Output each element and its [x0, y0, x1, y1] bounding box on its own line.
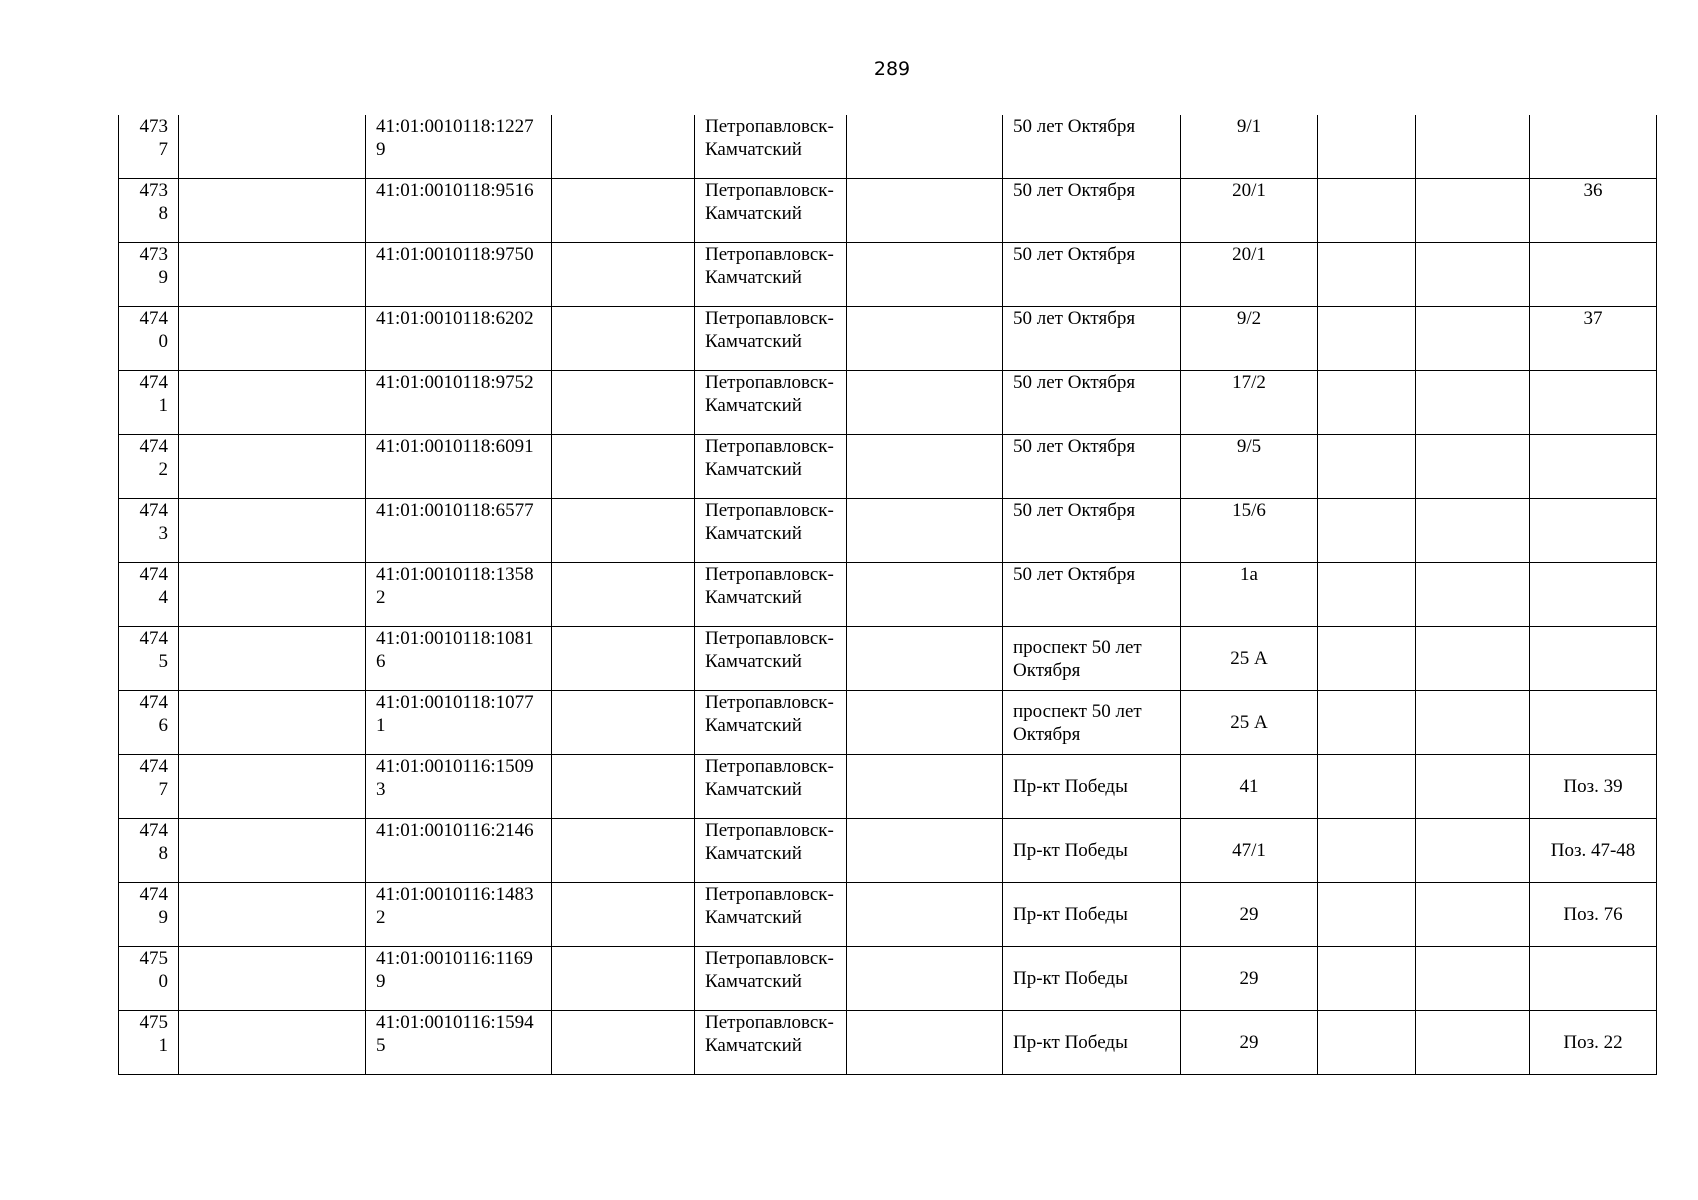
- empty-cell: [1416, 947, 1530, 1011]
- street-cell: [1003, 435, 1181, 499]
- position-label: Поз. 47-48: [1550, 840, 1636, 861]
- house-cell: [1181, 691, 1318, 755]
- house-number: 15/6: [1232, 500, 1266, 521]
- house-number: 29: [1239, 1032, 1259, 1053]
- city-name: Петропавловск-Камчатский: [705, 820, 834, 864]
- row-number: 4742: [139, 436, 168, 480]
- city-cell: [695, 115, 847, 179]
- city-name: Петропавловск-Камчатский: [705, 372, 834, 416]
- empty-cell: [552, 435, 695, 499]
- row-number: 4749: [139, 884, 168, 928]
- street-cell: [1003, 627, 1181, 691]
- city-cell: [695, 499, 847, 563]
- empty-cell: [847, 627, 1003, 691]
- empty-cell: [1318, 307, 1416, 371]
- empty-cell: [1318, 115, 1416, 179]
- city-name: Петропавловск-Камчатский: [705, 884, 834, 928]
- city-cell: [695, 819, 847, 883]
- street-name: Пр-кт Победы: [1013, 904, 1128, 925]
- street-cell: [1003, 115, 1181, 179]
- house-cell: [1181, 307, 1318, 371]
- house-cell: [1181, 755, 1318, 819]
- empty-cell: [552, 307, 695, 371]
- empty-cell: [1416, 755, 1530, 819]
- position-cell: [1530, 179, 1657, 243]
- cadastral-number: 41:01:0010118:10771: [376, 692, 534, 736]
- row-number-cell: [119, 883, 179, 947]
- empty-cell: [1318, 243, 1416, 307]
- table-row: [119, 371, 1657, 435]
- empty-cell: [552, 371, 695, 435]
- street-name: 50 лет Октября: [1013, 372, 1136, 393]
- row-number-cell: [119, 1011, 179, 1075]
- street-cell: [1003, 883, 1181, 947]
- empty-cell: [1318, 499, 1416, 563]
- cadastral-cell: [366, 883, 552, 947]
- position-cell: [1530, 435, 1657, 499]
- empty-cell: [552, 179, 695, 243]
- empty-cell: [1318, 179, 1416, 243]
- row-number: 4745: [139, 628, 168, 672]
- row-number-cell: [119, 179, 179, 243]
- house-number: 9/2: [1236, 308, 1262, 329]
- registry-table: [118, 115, 1657, 1075]
- table-row: [119, 819, 1657, 883]
- table-row: [119, 115, 1657, 179]
- street-name: 50 лет Октября: [1013, 308, 1136, 329]
- cadastral-number: 41:01:0010118:9516: [376, 180, 534, 201]
- position-label: Поз. 39: [1563, 776, 1623, 797]
- empty-cell: [847, 243, 1003, 307]
- city-cell: [695, 1011, 847, 1075]
- city-name: Петропавловск-Камчатский: [705, 180, 834, 224]
- row-number-cell: [119, 371, 179, 435]
- street-cell: [1003, 179, 1181, 243]
- row-number: 4741: [139, 372, 168, 416]
- street-cell: [1003, 371, 1181, 435]
- position-cell: [1530, 883, 1657, 947]
- empty-cell: [1416, 499, 1530, 563]
- row-number-cell: [119, 243, 179, 307]
- table-row: [119, 307, 1657, 371]
- cadastral-cell: [366, 1011, 552, 1075]
- house-cell: [1181, 1011, 1318, 1075]
- city-name: Петропавловск-Камчатский: [705, 692, 834, 736]
- empty-cell: [847, 435, 1003, 499]
- house-cell: [1181, 563, 1318, 627]
- house-number: 9/5: [1236, 436, 1262, 457]
- table-row: [119, 627, 1657, 691]
- cadastral-number: 41:01:0010116:15093: [376, 756, 534, 800]
- position-cell: [1530, 947, 1657, 1011]
- cadastral-number: 41:01:0010118:6202: [376, 308, 534, 329]
- city-cell: [695, 243, 847, 307]
- street-name: 50 лет Октября: [1013, 244, 1136, 265]
- empty-cell: [179, 179, 366, 243]
- position-cell: [1530, 563, 1657, 627]
- street-name: 50 лет Октября: [1013, 180, 1136, 201]
- street-cell: [1003, 755, 1181, 819]
- cadastral-cell: [366, 435, 552, 499]
- empty-cell: [1318, 627, 1416, 691]
- empty-cell: [1416, 115, 1530, 179]
- street-cell: [1003, 691, 1181, 755]
- empty-cell: [1318, 819, 1416, 883]
- cadastral-cell: [366, 371, 552, 435]
- cadastral-number: 41:01:0010116:2146: [376, 820, 534, 841]
- empty-cell: [552, 115, 695, 179]
- house-cell: [1181, 179, 1318, 243]
- cadastral-number: 41:01:0010118:13582: [376, 564, 534, 608]
- row-number-cell: [119, 755, 179, 819]
- empty-cell: [179, 627, 366, 691]
- house-cell: [1181, 371, 1318, 435]
- empty-cell: [1416, 627, 1530, 691]
- empty-cell: [847, 883, 1003, 947]
- city-name: Петропавловск-Камчатский: [705, 756, 834, 800]
- house-number: 29: [1239, 904, 1259, 925]
- cadastral-cell: [366, 755, 552, 819]
- empty-cell: [847, 1011, 1003, 1075]
- cadastral-number: 41:01:0010116:15945: [376, 1012, 534, 1056]
- street-cell: [1003, 563, 1181, 627]
- house-number: 20/1: [1232, 180, 1266, 201]
- empty-cell: [179, 563, 366, 627]
- city-name: Петропавловск-Камчатский: [705, 308, 834, 352]
- empty-cell: [1416, 819, 1530, 883]
- empty-cell: [179, 691, 366, 755]
- empty-cell: [847, 179, 1003, 243]
- empty-cell: [179, 755, 366, 819]
- street-name: Пр-кт Победы: [1013, 968, 1128, 989]
- empty-cell: [1416, 435, 1530, 499]
- city-cell: [695, 691, 847, 755]
- row-number: 4743: [139, 500, 168, 544]
- cadastral-cell: [366, 627, 552, 691]
- cadastral-cell: [366, 179, 552, 243]
- house-cell: [1181, 243, 1318, 307]
- position-cell: [1530, 819, 1657, 883]
- empty-cell: [847, 115, 1003, 179]
- city-cell: [695, 435, 847, 499]
- empty-cell: [179, 307, 366, 371]
- empty-cell: [179, 883, 366, 947]
- city-cell: [695, 883, 847, 947]
- table-row: [119, 947, 1657, 1011]
- row-number-cell: [119, 627, 179, 691]
- city-cell: [695, 755, 847, 819]
- house-number: 47/1: [1232, 840, 1266, 861]
- registry-rows: [119, 115, 1657, 1075]
- empty-cell: [552, 563, 695, 627]
- row-number-cell: [119, 435, 179, 499]
- house-number: 1а: [1240, 564, 1258, 585]
- cadastral-cell: [366, 947, 552, 1011]
- city-cell: [695, 563, 847, 627]
- empty-cell: [1318, 947, 1416, 1011]
- empty-cell: [847, 755, 1003, 819]
- position-label: 36: [1583, 180, 1603, 201]
- cadastral-number: 41:01:0010116:11699: [376, 948, 533, 992]
- street-cell: [1003, 499, 1181, 563]
- city-cell: [695, 627, 847, 691]
- empty-cell: [847, 691, 1003, 755]
- street-name: Пр-кт Победы: [1013, 1032, 1128, 1053]
- table-row: [119, 691, 1657, 755]
- city-cell: [695, 371, 847, 435]
- empty-cell: [847, 563, 1003, 627]
- street-name: 50 лет Октября: [1013, 564, 1136, 585]
- empty-cell: [552, 883, 695, 947]
- empty-cell: [847, 499, 1003, 563]
- street-cell: [1003, 307, 1181, 371]
- city-cell: [695, 179, 847, 243]
- cadastral-number: 41:01:0010118:9750: [376, 244, 534, 265]
- row-number-cell: [119, 499, 179, 563]
- empty-cell: [1416, 1011, 1530, 1075]
- empty-cell: [552, 819, 695, 883]
- row-number: 4744: [139, 564, 168, 608]
- cadastral-number: 41:01:0010116:14832: [376, 884, 534, 928]
- empty-cell: [1318, 691, 1416, 755]
- city-name: Петропавловск-Камчатский: [705, 244, 834, 288]
- city-name: Петропавловск-Камчатский: [705, 1012, 834, 1056]
- empty-cell: [1416, 179, 1530, 243]
- position-label: 37: [1583, 308, 1603, 329]
- row-number-cell: [119, 819, 179, 883]
- empty-cell: [552, 1011, 695, 1075]
- position-label: Поз. 76: [1563, 904, 1623, 925]
- house-cell: [1181, 627, 1318, 691]
- cadastral-number: 41:01:0010118:12279: [376, 116, 534, 160]
- house-number: 17/2: [1232, 372, 1266, 393]
- empty-cell: [847, 371, 1003, 435]
- table-row: [119, 243, 1657, 307]
- table-row: [119, 179, 1657, 243]
- empty-cell: [1416, 307, 1530, 371]
- empty-cell: [179, 1011, 366, 1075]
- empty-cell: [847, 947, 1003, 1011]
- row-number: 4746: [139, 692, 168, 736]
- row-number: 4738: [139, 180, 168, 224]
- street-name: проспект 50 лет Октября: [1013, 700, 1142, 745]
- position-cell: [1530, 1011, 1657, 1075]
- house-number: 25 А: [1230, 712, 1268, 733]
- empty-cell: [552, 691, 695, 755]
- page-number: 289: [873, 58, 911, 80]
- house-number: 9/1: [1236, 116, 1262, 137]
- row-number-cell: [119, 691, 179, 755]
- street-cell: [1003, 819, 1181, 883]
- city-name: Петропавловск-Камчатский: [705, 628, 834, 672]
- empty-cell: [552, 755, 695, 819]
- empty-cell: [1416, 563, 1530, 627]
- cadastral-cell: [366, 243, 552, 307]
- city-cell: [695, 307, 847, 371]
- row-number: 4747: [139, 756, 168, 800]
- empty-cell: [1318, 371, 1416, 435]
- empty-cell: [1416, 883, 1530, 947]
- street-name: 50 лет Октября: [1013, 436, 1136, 457]
- cadastral-number: 41:01:0010118:9752: [376, 372, 534, 393]
- street-cell: [1003, 1011, 1181, 1075]
- row-number-cell: [119, 307, 179, 371]
- row-number: 4737: [139, 116, 168, 160]
- empty-cell: [552, 947, 695, 1011]
- house-number: 20/1: [1232, 244, 1266, 265]
- cadastral-number: 41:01:0010118:10816: [376, 628, 534, 672]
- cadastral-cell: [366, 819, 552, 883]
- cadastral-cell: [366, 563, 552, 627]
- empty-cell: [847, 307, 1003, 371]
- row-number-cell: [119, 947, 179, 1011]
- row-number-cell: [119, 115, 179, 179]
- street-name: 50 лет Октября: [1013, 116, 1136, 137]
- position-cell: [1530, 755, 1657, 819]
- street-name: проспект 50 лет Октября: [1013, 636, 1142, 681]
- row-number: 4739: [139, 244, 168, 288]
- city-name: Петропавловск-Камчатский: [705, 500, 834, 544]
- street-cell: [1003, 947, 1181, 1011]
- position-cell: [1530, 627, 1657, 691]
- cadastral-number: 41:01:0010118:6577: [376, 500, 534, 521]
- row-number: 4740: [139, 308, 168, 352]
- table-row: [119, 563, 1657, 627]
- city-name: Петропавловск-Камчатский: [705, 948, 834, 992]
- empty-cell: [1318, 435, 1416, 499]
- house-cell: [1181, 947, 1318, 1011]
- street-name: Пр-кт Победы: [1013, 776, 1128, 797]
- city-cell: [695, 947, 847, 1011]
- empty-cell: [1318, 883, 1416, 947]
- empty-cell: [179, 243, 366, 307]
- house-number: 29: [1239, 968, 1259, 989]
- empty-cell: [1416, 243, 1530, 307]
- empty-cell: [552, 243, 695, 307]
- empty-cell: [179, 947, 366, 1011]
- empty-cell: [1318, 755, 1416, 819]
- position-cell: [1530, 307, 1657, 371]
- table-row: [119, 1011, 1657, 1075]
- city-name: Петропавловск-Камчатский: [705, 436, 834, 480]
- house-number: 25 А: [1230, 648, 1268, 669]
- house-cell: [1181, 435, 1318, 499]
- house-cell: [1181, 115, 1318, 179]
- position-cell: [1530, 499, 1657, 563]
- position-cell: [1530, 371, 1657, 435]
- empty-cell: [847, 819, 1003, 883]
- table-row: [119, 883, 1657, 947]
- empty-cell: [552, 627, 695, 691]
- table-row: [119, 435, 1657, 499]
- cadastral-cell: [366, 691, 552, 755]
- city-name: Петропавловск-Камчатский: [705, 116, 834, 160]
- empty-cell: [1318, 563, 1416, 627]
- empty-cell: [179, 819, 366, 883]
- position-cell: [1530, 115, 1657, 179]
- empty-cell: [1416, 691, 1530, 755]
- position-label: Поз. 22: [1563, 1032, 1623, 1053]
- position-cell: [1530, 243, 1657, 307]
- street-name: 50 лет Октября: [1013, 500, 1136, 521]
- house-cell: [1181, 883, 1318, 947]
- empty-cell: [552, 499, 695, 563]
- row-number-cell: [119, 563, 179, 627]
- cadastral-cell: [366, 499, 552, 563]
- empty-cell: [1318, 1011, 1416, 1075]
- table-row: [119, 499, 1657, 563]
- row-number: 4750: [139, 948, 168, 992]
- empty-cell: [179, 115, 366, 179]
- house-number: 41: [1239, 776, 1259, 797]
- city-name: Петропавловск-Камчатский: [705, 564, 834, 608]
- empty-cell: [179, 499, 366, 563]
- position-cell: [1530, 691, 1657, 755]
- cadastral-cell: [366, 115, 552, 179]
- empty-cell: [179, 435, 366, 499]
- empty-cell: [179, 371, 366, 435]
- cadastral-number: 41:01:0010118:6091: [376, 436, 534, 457]
- empty-cell: [1416, 371, 1530, 435]
- street-cell: [1003, 243, 1181, 307]
- table-row: [119, 755, 1657, 819]
- row-number: 4748: [139, 820, 168, 864]
- row-number: 4751: [139, 1012, 168, 1056]
- house-cell: [1181, 819, 1318, 883]
- cadastral-cell: [366, 307, 552, 371]
- house-cell: [1181, 499, 1318, 563]
- street-name: Пр-кт Победы: [1013, 840, 1128, 861]
